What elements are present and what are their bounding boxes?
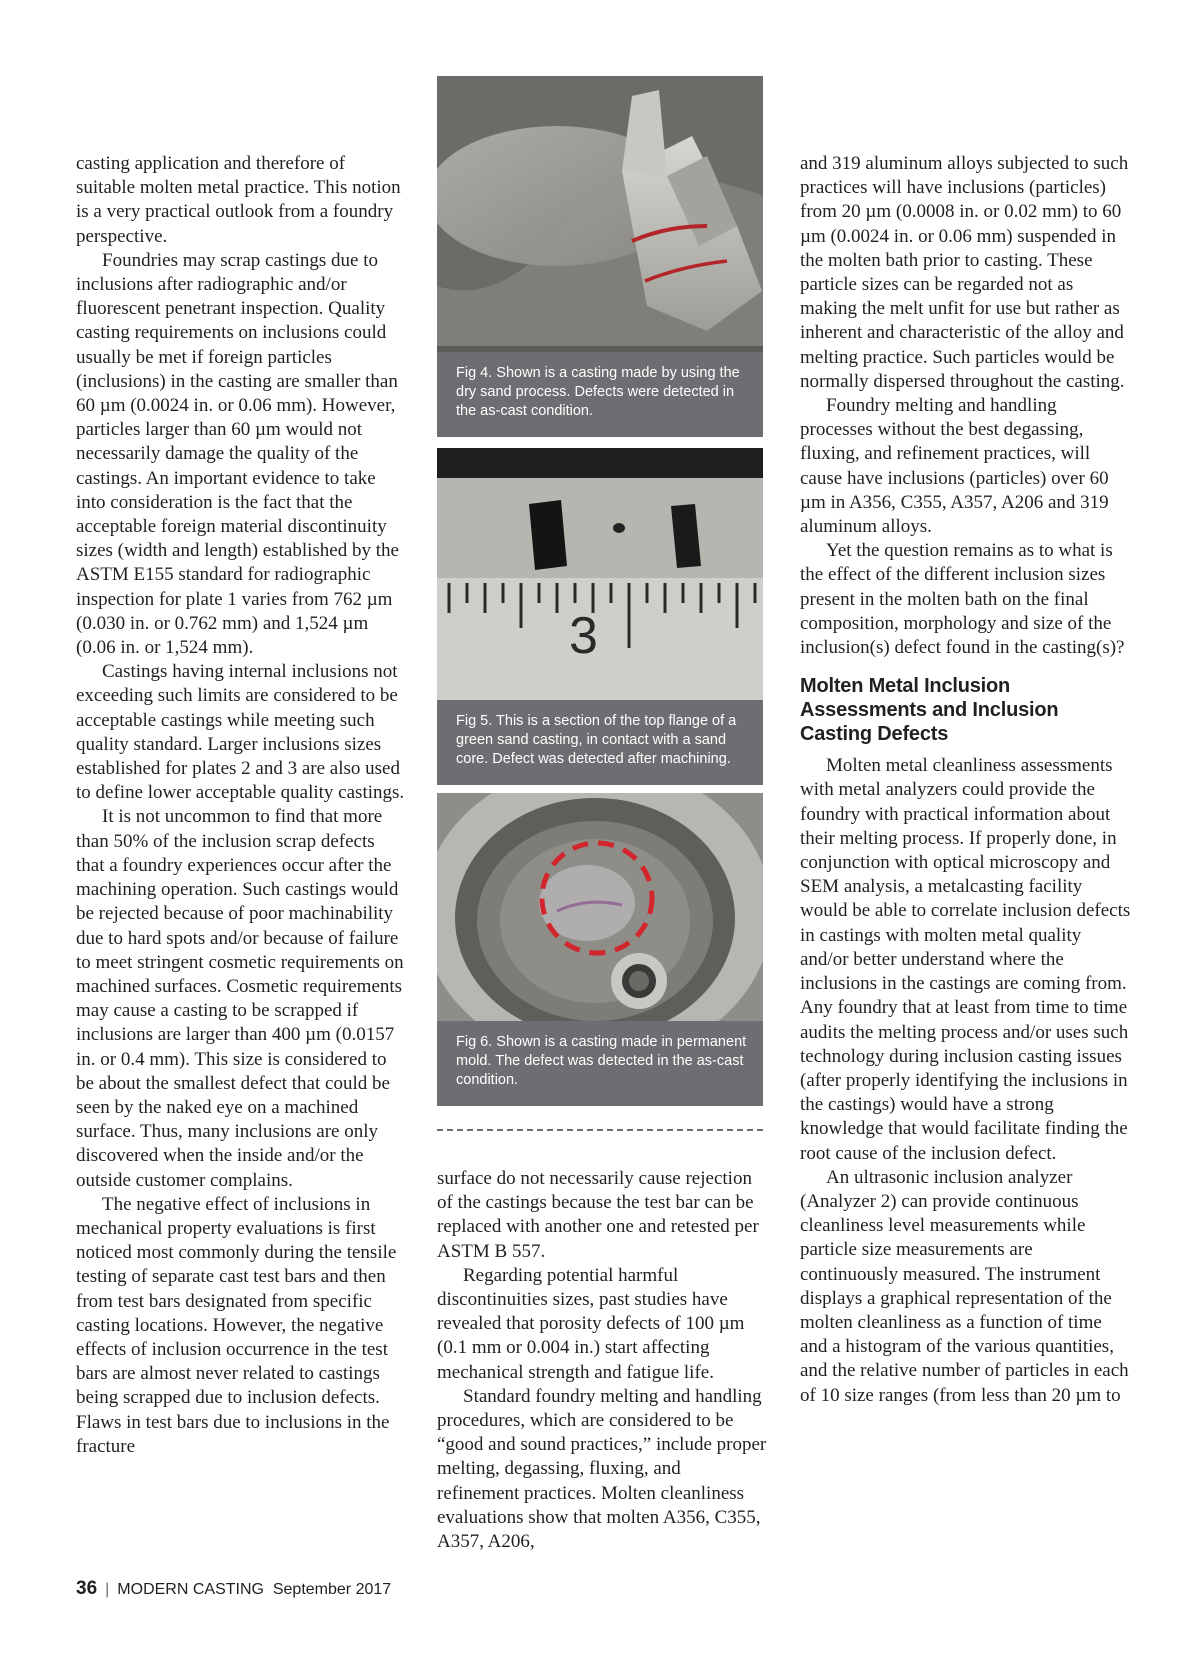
- publication-name: MODERN CASTING: [117, 1581, 264, 1598]
- permanent-mold-casting-image: [437, 793, 763, 1021]
- right-column: [800, 152, 1132, 1408]
- green-sand-section-image: [437, 448, 763, 700]
- fig6-permanent-mold-photo: [437, 793, 763, 1021]
- figure-6: [437, 793, 763, 1106]
- body-paragraph: casting application and therefore of suitable molten metal practice. This notion is a very practical outlook from a foundry perspective.: [76, 153, 401, 247]
- body-paragraph: Yet the question remains as to what is the effect of the different inclusion sizes present in the molten bath on the final composition, morphology and size of the inclusion(s) defect found in the casting(s)?: [800, 540, 1125, 659]
- fig5-caption: Fig 5. This is a section of the top flange of a green sand casting, in contact with a sand core. Defect was detected after machining.: [437, 700, 763, 785]
- left-column: [76, 152, 406, 1459]
- fig4-caption: Fig 4. Shown is a casting made by using the dry sand process. Defects were detected in the as-cast condition.: [437, 352, 763, 437]
- body-paragraph: Molten metal cleanliness assessments with metal analyzers could provide the foundry with practical information about their melting process. If properly done, in conjunction with optical microscopy and SEM analysis, a metalcasting facility would be able to correlate inclusion defects in castings with molten metal quality and/or better understand where the inclusions in the castings are coming from. Any foundry that at least from time to time audits the melting process and/or uses such technology during inclusion casting issues (after properly identifying the inclusions in the castings) would have a strong knowledge that would facilitate finding the root cause of the inclusion defect.: [800, 755, 1131, 1164]
- body-paragraph: Foundry melting and handling processes without the best degassing, fluxing, and refinement practices, will cause have inclusions (particles) over 60 µm in A356, C355, A357, A206 and 319 aluminum alloys.: [800, 395, 1109, 538]
- footer-separator: |: [105, 1581, 110, 1598]
- fig6-caption: Fig 6. Shown is a casting made in permanent mold. The defect was detected in the as-cast condition.: [437, 1021, 763, 1106]
- body-paragraph: Foundries may scrap castings due to inclusions after radiographic and/or fluorescent penetrant inspection. Quality casting requirements on inclusions could usually be met if foreign particles (inclusions) in the casting are smaller than 60 µm (0.0024 in. or 0.06 mm). However, particles larger than 60 µm would not necessarily damage the quality of the castings. An important evidence to take into consideration is the fact that the acceptable foreign material discontinuity sizes (width and length) established by the ASTM E155 standard for radiographic inspection for plate 1 varies from 762 µm (0.030 in. or 0.762 mm) and 1,524 µm (0.06 in. or 1,524 mm).: [76, 249, 399, 659]
- section-subhead: Molten Metal Inclusion Assessments and Inclusion Casting Defects: [800, 675, 1059, 746]
- fig4-casting-photo: [437, 76, 763, 352]
- ruler-number: 3: [569, 607, 598, 665]
- body-paragraph: and 319 aluminum alloys subjected to such practices will have inclusions (particles) from 20 µm (0.0008 in. or 0.02 mm) to 60 µm (0.0024 in. or 0.06 mm) suspended in the molten bath prior to casting. These particle sizes can be regarded not as making the melt unfit for use but rather as inherent and characteristic of the alloy and melting practice. Such particles would be normally dispersed throughout the casting.: [800, 153, 1129, 392]
- figure-5: [437, 448, 763, 785]
- issue-date: September 2017: [272, 1581, 392, 1598]
- body-paragraph: It is not uncommon to find that more than 50% of the inclusion scrap defects that a foundry experiences occur after the machining operation. Such castings would be rejected because of poor machinability due to hard spots and/or because of failure to meet stringent cosmetic requirements on machined surfaces. Cosmetic requirements may cause a casting to be scrapped if inclusions are larger than 400 µm (0.0157 in. or 0.4 mm). This size is considered to be about the smallest defect that could be seen by the naked eye on a machined surface. Thus, many inclusions are only discovered when the inside and/or the outside customer complains.: [76, 806, 404, 1191]
- body-paragraph: Standard foundry melting and handling procedures, which are considered to be “good and sound practices,” include proper melting, degassing, fluxing, and refinement practices. Molten cleanliness evaluations show that molten A356, C355, A357, A206,: [437, 1385, 767, 1553]
- page-footer: [76, 1578, 391, 1600]
- fig5-section-photo: [437, 448, 763, 700]
- page-number: 36: [76, 1578, 98, 1599]
- casting-dry-sand-image: [437, 76, 763, 352]
- body-paragraph: surface do not necessarily cause rejection of the castings because the test bar can be replaced with another one and retested per ASTM B 557.: [437, 1168, 759, 1262]
- body-paragraph: Castings having internal inclusions not exceeding such limits are considered to be acceptable castings while meeting such quality standard. Larger inclusions sizes established for plates 2 and 3 are also used to define lower acceptable quality castings.: [76, 661, 405, 804]
- column-divider: [437, 1129, 763, 1131]
- middle-column: [437, 1167, 767, 1554]
- body-paragraph: The negative effect of inclusions in mechanical property evaluations is first noticed most commonly during the tensile testing of separate cast test bars and then from test bars designated from specific casting locations. However, the negative effects of inclusion occurrence in the test bars are almost never related to castings being scrapped due to inclusion defects. Flaws in test bars due to inclusions in the fracture: [76, 1193, 397, 1457]
- body-paragraph: An ultrasonic inclusion analyzer (Analyzer 2) can provide continuous cleanliness level measurements while particle size measurements are continuously measured. The instrument displays a graphical representation of the molten cleanliness as a function of time and a histogram of the various quantities, and the relative number of particles in each of 10 size ranges (from less than 20 µm to: [800, 1166, 1129, 1406]
- figure-4: [437, 76, 763, 437]
- body-paragraph: Regarding potential harmful discontinuities sizes, past studies have revealed that porosity defects of 100 µm (0.1 mm or 0.004 in.) start affecting mechanical strength and fatigue life.: [437, 1264, 745, 1383]
